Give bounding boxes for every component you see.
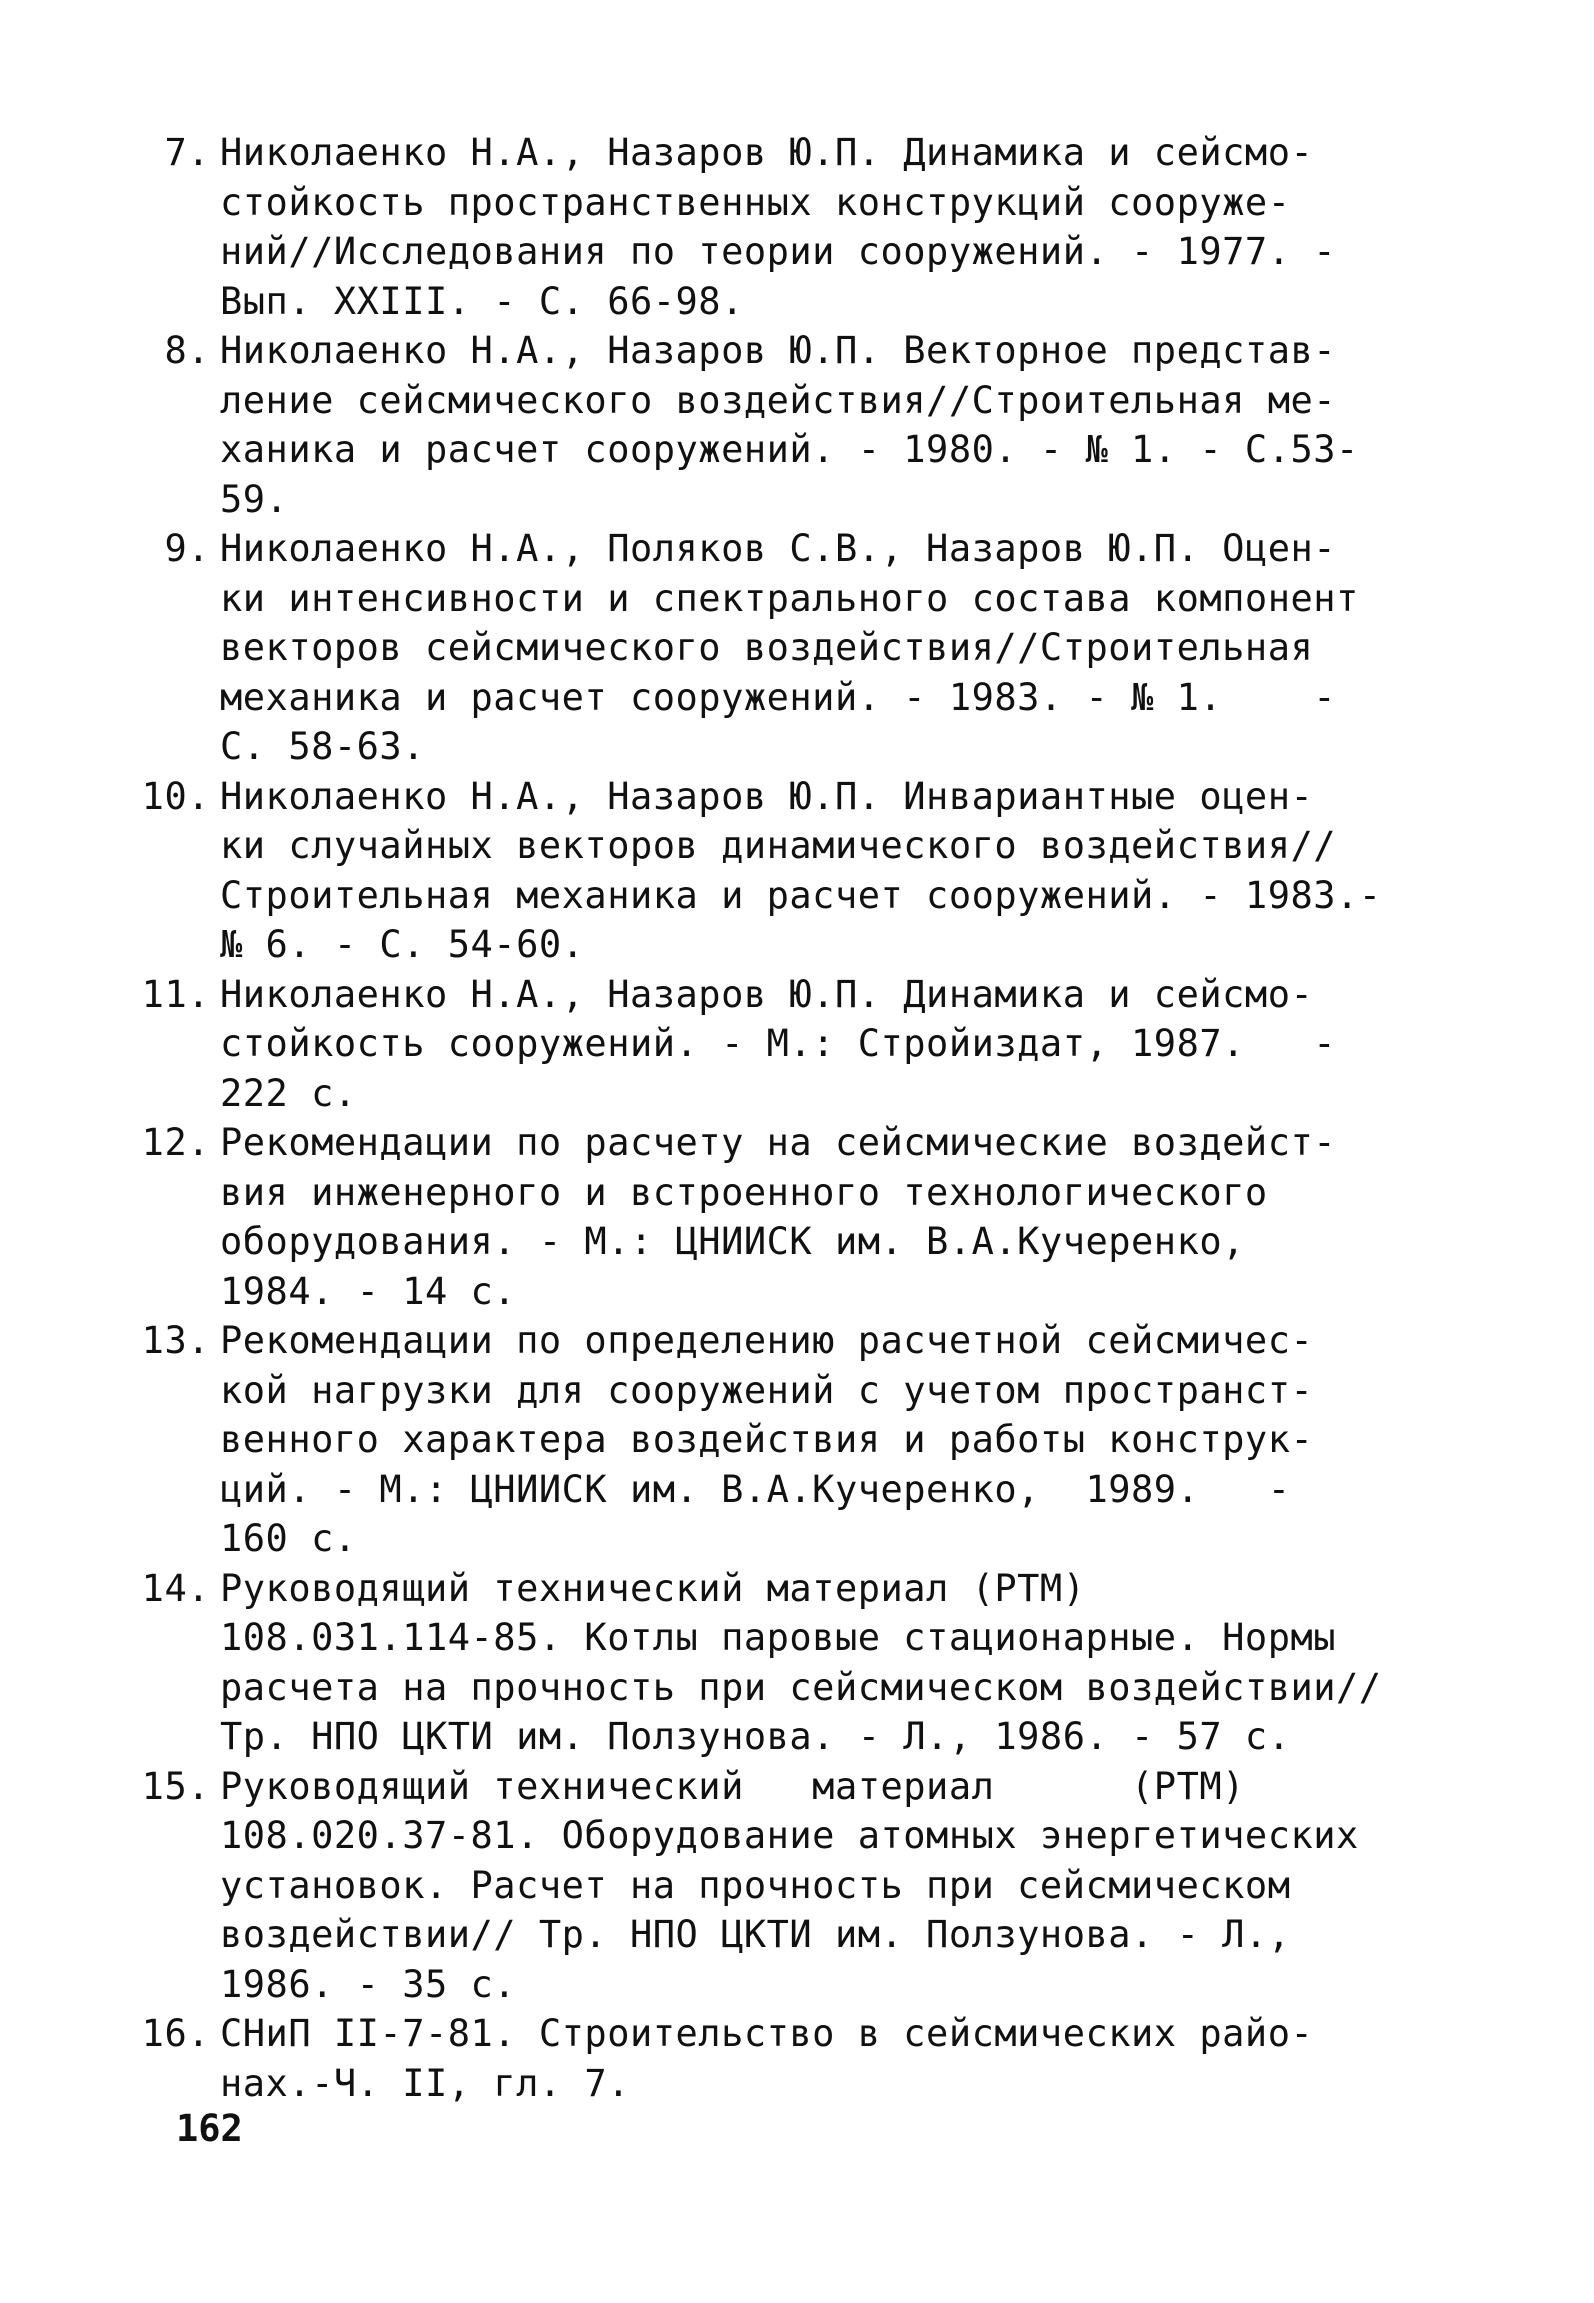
- reference-line: воздействии// Тр. НПО ЦКТИ им. Ползунова. - Л.,: [220, 1913, 1291, 1956]
- reference-line: Рекомендации по определению расчетной сейсмичес-: [220, 1319, 1314, 1362]
- reference-item: [141, 772, 1480, 970]
- reference-line: расчета на прочность при сейсмическом воздействии//: [220, 1665, 1382, 1709]
- reference-line: ханика и расчет сооружений. - 1980. - № 1. - С.53-: [220, 428, 1359, 471]
- reference-item: [141, 1564, 1480, 1762]
- reference-line: ний//Исследования по теории сооружений. - 1977. -: [220, 230, 1337, 273]
- reference-line: оборудования. - М.: ЦНИИСК им. В.А.Кучеренко,: [220, 1220, 1245, 1263]
- reference-line: Николаенко Н.А., Назаров Ю.П. Инвариантные оцен-: [220, 774, 1314, 818]
- reference-item: [141, 2009, 1480, 2108]
- reference-number: 10.: [141, 774, 210, 818]
- reference-number: 12.: [141, 1121, 210, 1164]
- reference-item: [141, 970, 1480, 1119]
- reference-number: 15.: [141, 1764, 210, 1808]
- reference-line: Рекомендации по расчету на сейсмические воздейст-: [220, 1121, 1337, 1164]
- reference-line: стойкость пространственных конструкций сооруже-: [220, 180, 1291, 224]
- reference-line: 108.020.37-81. Оборудование атомных энергетических: [220, 1814, 1359, 1857]
- reference-line: ки интенсивности и спектрального состава компонент: [220, 576, 1359, 620]
- reference-list: [141, 128, 1480, 2108]
- reference-item: [141, 1118, 1480, 1316]
- reference-line: Руководящий технический материал (РТМ): [220, 1566, 1086, 1610]
- reference-item: [160, 326, 1480, 524]
- reference-line: ление сейсмического воздействия//Строительная ме-: [220, 378, 1337, 422]
- reference-line: векторов сейсмического воздействия//Строительная: [220, 626, 1314, 669]
- reference-item: [160, 524, 1480, 772]
- reference-line: Вып. XXIII. - С. 66-98.: [220, 279, 744, 323]
- reference-line: СНиП II-7-81. Строительство в сейсмических райо-: [220, 2012, 1314, 2055]
- reference-line: механика и расчет сооружений. - 1983. - № 1. -: [220, 675, 1337, 719]
- reference-line: 222 с.: [220, 1071, 357, 1115]
- reference-line: Николаенко Н.А., Поляков С.В., Назаров Ю.П. Оцен-: [220, 527, 1337, 570]
- reference-line: нах.-Ч. II, гл. 7.: [220, 2061, 630, 2105]
- reference-line: Тр. НПО ЦКТИ им. Ползунова. - Л., 1986. - 57 с.: [220, 1715, 1291, 1758]
- reference-line: венного характера воздействия и работы конструк-: [220, 1418, 1314, 1461]
- reference-line: Строительная механика и расчет сооружений. - 1983.-: [220, 873, 1382, 917]
- reference-line: 1986. - 35 с.: [220, 1962, 517, 2006]
- reference-line: кой нагрузки для сооружений с учетом пространст-: [220, 1368, 1314, 1412]
- reference-line: ций. - М.: ЦНИИСК им. В.А.Кучеренко, 1989. -: [220, 1467, 1291, 1511]
- reference-line: Николаенко Н.А., Назаров Ю.П. Векторное представ-: [220, 329, 1337, 372]
- reference-line: Николаенко Н.А., Назаров Ю.П. Динамика и сейсмо-: [220, 131, 1314, 174]
- reference-number: 16.: [141, 2012, 210, 2055]
- reference-number: 13.: [141, 1319, 210, 1362]
- reference-line: 108.031.114-85. Котлы паровые стационарные. Нормы: [220, 1616, 1337, 1659]
- reference-number: 9.: [164, 527, 210, 570]
- reference-item: [160, 128, 1480, 326]
- reference-number: 14.: [141, 1566, 210, 1610]
- reference-line: 1984. - 14 с.: [220, 1269, 517, 1313]
- reference-line: ки случайных векторов динамического воздействия//: [220, 824, 1337, 867]
- reference-number: 7.: [164, 131, 210, 174]
- reference-line: вия инженерного и встроенного технологического: [220, 1170, 1268, 1214]
- page-number: 162: [176, 2107, 243, 2150]
- reference-line: Руководящий технический материал (РТМ): [220, 1764, 1245, 1808]
- reference-line: С. 58-63.: [220, 725, 425, 768]
- reference-item: [141, 1316, 1480, 1564]
- reference-line: № 6. - С. 54-60.: [220, 923, 585, 966]
- reference-line: Николаенко Н.А., Назаров Ю.П. Динамика и сейсмо-: [220, 972, 1314, 1016]
- reference-line: установок. Расчет на прочность при сейсмическом: [220, 1863, 1291, 1907]
- reference-line: 160 с.: [220, 1517, 357, 1560]
- reference-line: стойкость сооружений. - М.: Стройиздат, 1987. -: [220, 1022, 1337, 1065]
- reference-item: [141, 1762, 1480, 2010]
- reference-number: 8.: [164, 329, 210, 372]
- reference-line: 59.: [220, 477, 289, 521]
- reference-number: 11.: [141, 972, 210, 1016]
